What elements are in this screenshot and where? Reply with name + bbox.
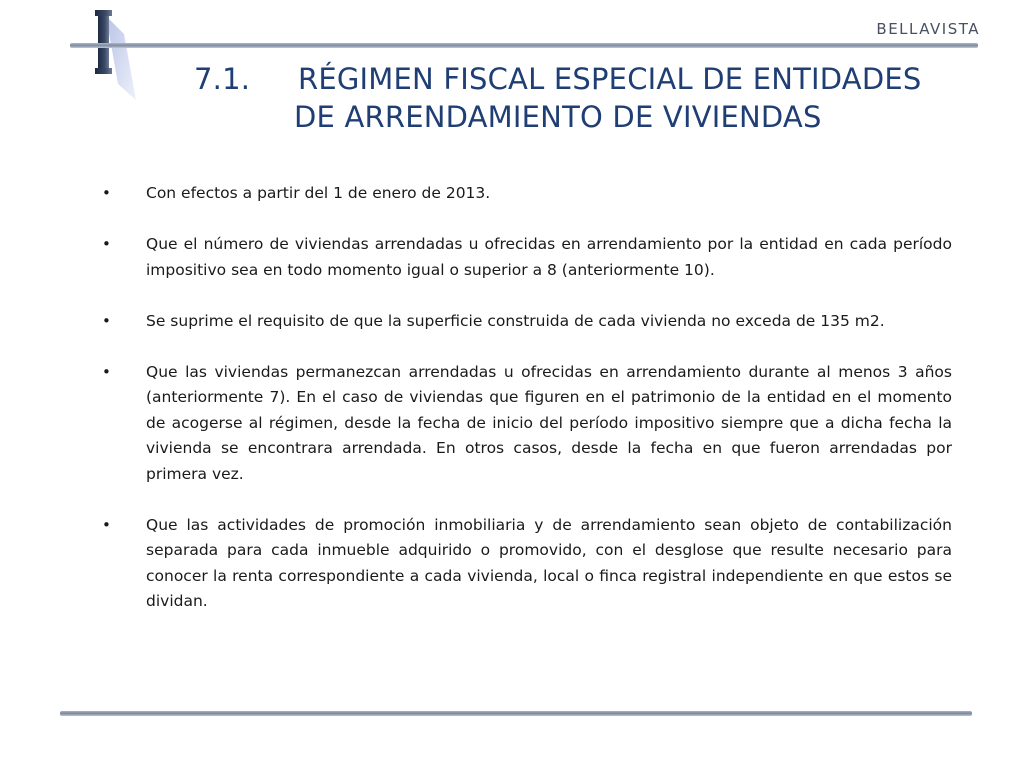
bullet-text: Con efectos a partir del 1 de enero de 2013. (146, 184, 491, 202)
footer-rule (60, 711, 972, 716)
bullet-dot: • (102, 515, 111, 534)
bullet-item (100, 360, 952, 488)
bullet-text: Se suprime el requisito de que la superficie construida de cada vivienda no exceda de 135 m2. (146, 311, 885, 330)
slide-title (150, 60, 990, 136)
brand-name: BELLAVISTA (876, 20, 980, 38)
bullet-list (100, 181, 952, 640)
bullet-dot: • (102, 184, 111, 202)
bullet-dot: • (102, 235, 111, 253)
bellavista-logo-icon (86, 4, 142, 104)
title-line-1 (150, 60, 990, 98)
bullet-text: Que las actividades de promoción inmobiliaria y de arrendamiento sean objeto de contabilización separada para cada inmueble adquirido o promovido, con el desglose que resulte necesario para conocer la renta correspondiente a cada vivienda, local o finca registral independiente en que estos se dividan. (146, 515, 952, 610)
bullet-text: Que las viviendas permanezcan arrendadas u ofrecidas en arrendamiento durante al menos 3 años (anteriormente 7). En el caso de viviendas que figuren en el patrimonio de la entidad en el momento de acogerse al régimen, desde la fecha de inicio del período impositivo siempre que a dicha fecha la vivienda se encontrara arrendada. En otros casos, desde la fecha en que fueron arrendadas por primera vez. (146, 362, 952, 483)
bullet-item (100, 513, 952, 615)
bullet-dot: • (102, 362, 111, 381)
bullet-item (100, 309, 952, 335)
bullet-item (100, 181, 952, 207)
title-line-2: DE ARRENDAMIENTO DE VIVIENDAS (294, 100, 822, 134)
title-text-1: RÉGIMEN FISCAL ESPECIAL DE ENTIDADES (298, 62, 922, 96)
header-rule (70, 43, 978, 48)
bullet-dot: • (102, 311, 111, 330)
bullet-text: Que el número de viviendas arrendadas u ofrecidas en arrendamiento por la entidad en cada período impositivo sea en todo momento igual o superior a 8 (anteriormente 10). (146, 235, 952, 279)
bullet-item (100, 232, 952, 283)
section-number: 7.1. (194, 62, 251, 96)
